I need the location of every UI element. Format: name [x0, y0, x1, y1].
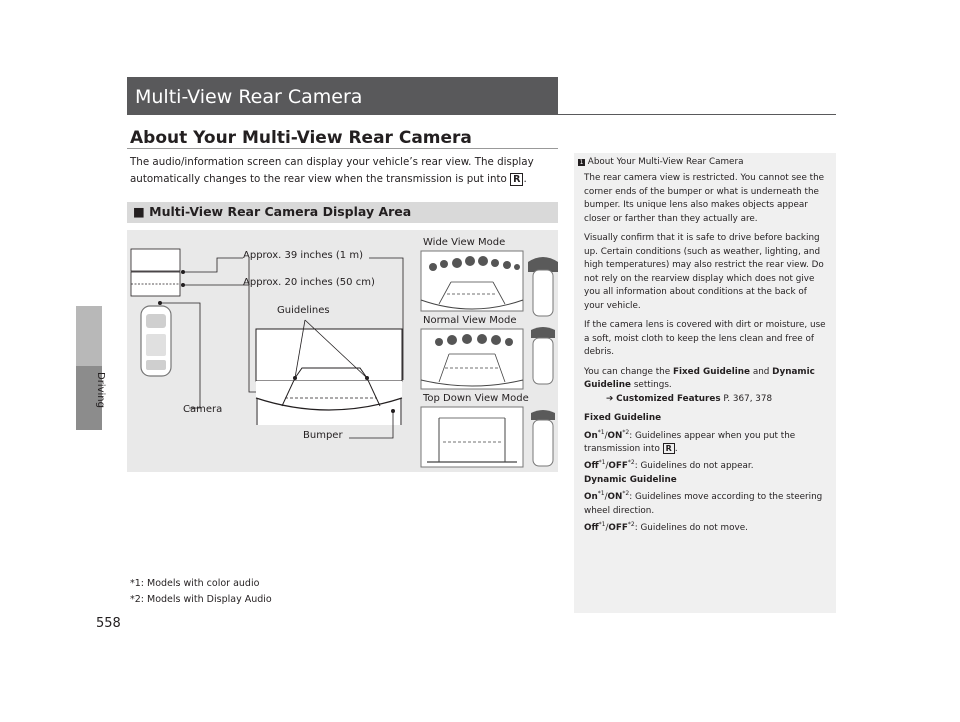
section-tab-upper [76, 306, 102, 366]
sidebar-paragraph-4: You can change the Fixed Guideline and Dynamic Guideline settings. [584, 366, 815, 390]
camera-angle-wide-icon [528, 257, 558, 316]
sidebar-title-text: About Your Multi-View Rear Camera [587, 157, 744, 167]
label-20-inches: Approx. 20 inches (50 cm) [243, 277, 375, 288]
info-sidebar [574, 153, 836, 613]
camera-angle-topdown-icon [531, 410, 555, 466]
vehicle-topdown-icon [141, 306, 171, 376]
label-top-down-view-mode: Top Down View Mode [423, 393, 529, 404]
label-39-inches: Approx. 39 inches (1 m) [243, 250, 363, 261]
fixed-guideline-off: Off$^{*1}$/OFF$^{*2}$: Guidelines do not appear. [584, 459, 754, 472]
intro-line-1: The audio/information screen can display your vehicle’s rear view. The display [130, 156, 534, 168]
intro-paragraph [130, 154, 555, 188]
page-title: Multi-View Rear Camera [135, 86, 363, 108]
title-divider [558, 114, 836, 115]
label-guidelines: Guidelines [277, 305, 330, 316]
sidebar-paragraph-2: Visually confirm that it is safe to drive before backing up. Certain conditions (such as weather, lighting, and high temperatures) may also restrict the rear view. Do not rely on the rearview display which does not give you all information about conditions at the back of your vehicle. [584, 233, 824, 311]
reference-link[interactable]: Customized Features [616, 393, 721, 404]
footnote-1: *1: Models with color audio [130, 578, 260, 589]
cross-reference[interactable] [584, 393, 829, 407]
camera-angle-normal-icon [531, 327, 555, 384]
section-heading: About Your Multi-View Rear Camera [130, 128, 472, 148]
note-marker-icon: 1 [579, 159, 584, 166]
sidebar-title [578, 156, 743, 170]
fixed-guideline-heading: Fixed Guideline [584, 413, 662, 423]
sidebar-paragraph-3: If the camera lens is covered with dirt or moisture, use a soft, moist cloth to keep the lens clean and free of debris. [584, 320, 826, 357]
subheading [133, 204, 411, 219]
reference-arrow-icon: ➔ [606, 393, 614, 404]
intro-end: . [523, 173, 527, 185]
camera-figure [127, 230, 558, 472]
top-down-view-thumbnail [421, 407, 523, 467]
footnote-2: *2: Models with Display Audio [130, 594, 272, 605]
reverse-key-badge-small: R [663, 443, 675, 454]
dynamic-guideline-off: Off$^{*1}$/OFF$^{*2}$: Guidelines do not move. [584, 521, 748, 534]
reference-pages: P. 367, 378 [723, 393, 773, 404]
reverse-key-badge: R [510, 173, 523, 186]
page-number: 558 [96, 616, 121, 631]
label-camera: Camera [183, 404, 223, 415]
section-tab-label: Driving [95, 372, 106, 408]
sidebar-body [584, 172, 829, 536]
label-bumper: Bumper [303, 430, 343, 441]
sidebar-paragraph-1: The rear camera view is restricted. You cannot see the corner ends of the bumper or what is underneath the bumper. Its unique lens also makes objects appear closer or farther than they actually are. [584, 173, 825, 224]
normal-view-thumbnail [421, 329, 523, 389]
heading-divider [127, 148, 558, 149]
intro-line-2: automatically changes to the rear view when the transmission is put into [130, 173, 507, 185]
fixed-guideline-on: On$^{*1}$/ON$^{*2}$: Guidelines appear when you put the transmission into R . [584, 428, 796, 454]
subheading-text: Multi-View Rear Camera Display Area [149, 204, 412, 219]
square-bullet-icon: ■ [133, 204, 145, 219]
wide-view-thumbnail [421, 251, 523, 311]
dynamic-guideline-heading: Dynamic Guideline [584, 474, 677, 485]
dynamic-guideline-on: On$^{*1}$/ON$^{*2}$: Guidelines move according to the steering wheel direction. [584, 490, 823, 516]
label-normal-view-mode: Normal View Mode [423, 315, 517, 326]
label-wide-view-mode: Wide View Mode [423, 237, 506, 248]
